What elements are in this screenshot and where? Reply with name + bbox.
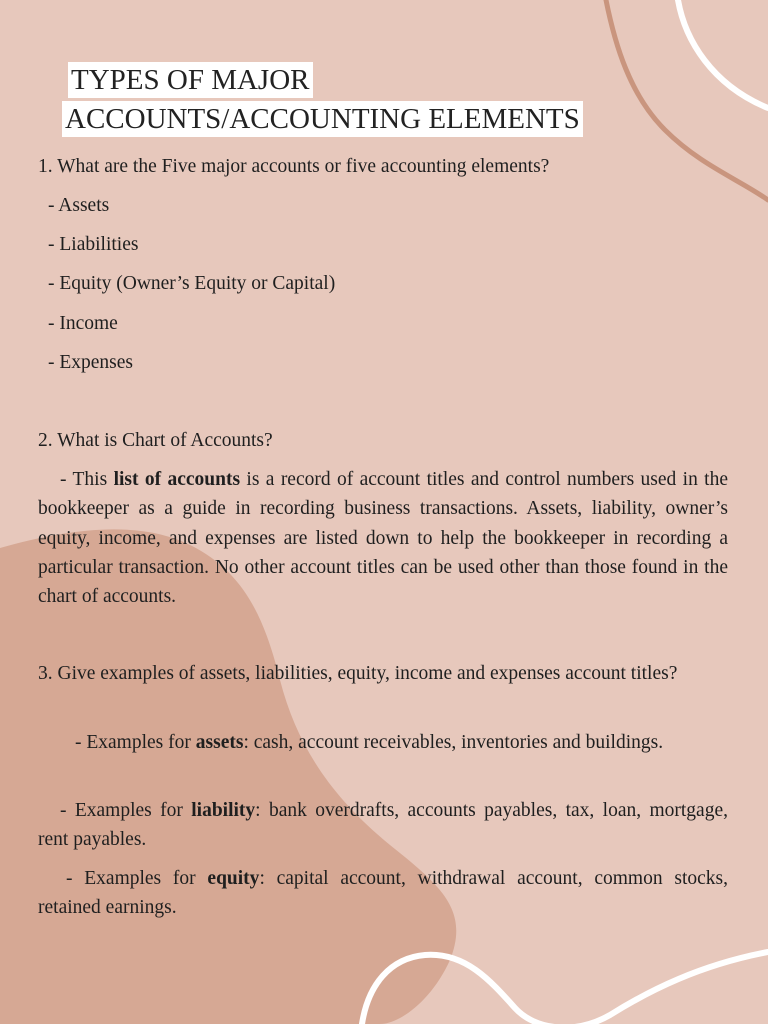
question-2: 2. What is Chart of Accounts?	[38, 430, 273, 451]
example-equity-rest: : capital account, withdrawal account, common stocks, retained earnings.	[38, 868, 728, 919]
example-assets-term: assets	[195, 732, 244, 753]
answer-2-rest: is a record of account titles and control numbers used in the bookkeeper as a guide in recording business transactions. Assets, liability, owner’s equity, income, and expenses are listed down to help the bookkeeper in recording a particular transaction. No other account titles can be used other than those found in the chart of accounts.	[38, 469, 729, 608]
example-equity	[38, 864, 728, 923]
example-equity-term: equity	[207, 868, 260, 889]
list-item-expenses: - Expenses	[48, 352, 134, 373]
example-assets-rest: : cash, account receivables, inventories and buildings.	[243, 732, 664, 753]
example-liability-prefix: - Examples for	[60, 800, 192, 821]
example-equity-prefix: - Examples for	[66, 868, 208, 889]
example-assets	[38, 728, 728, 757]
answer-2-paragraph	[38, 465, 728, 611]
page-title-line-2: ACCOUNTS/ACCOUNTING ELEMENTS	[62, 101, 583, 137]
answer-2-bold-term: list of accounts	[113, 469, 241, 490]
page-title-line-1: TYPES OF MAJOR	[68, 62, 313, 98]
example-liability	[38, 796, 728, 855]
answer-2-prefix: - This	[60, 469, 114, 490]
list-item-assets: - Assets	[48, 195, 110, 216]
question-1: 1. What are the Five major accounts or five accounting elements?	[38, 156, 550, 177]
list-item-liabilities: - Liabilities	[48, 234, 139, 255]
question-3: 3. Give examples of assets, liabilities, equity, income and expenses account titles?	[38, 663, 678, 684]
list-item-equity: - Equity (Owner’s Equity or Capital)	[48, 273, 336, 294]
list-item-income: - Income	[48, 313, 118, 334]
example-assets-prefix: - Examples for	[75, 732, 196, 753]
example-liability-rest: : bank overdrafts, accounts payables, tax, loan, mortgage, rent payables.	[38, 800, 728, 851]
example-liability-term: liability	[191, 800, 256, 821]
